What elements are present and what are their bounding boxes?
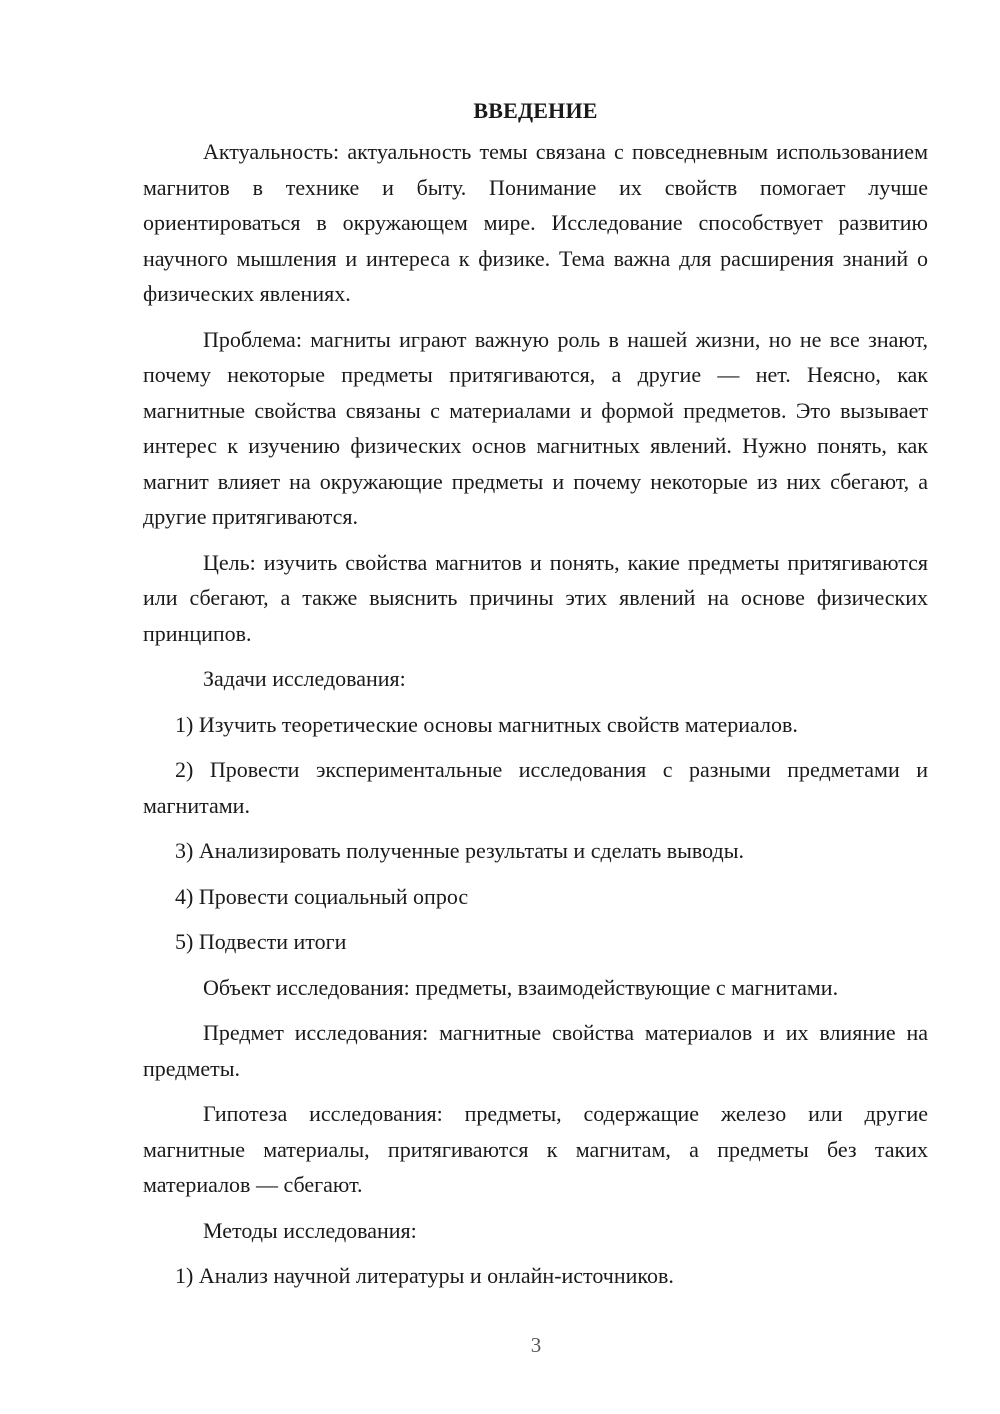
methods-heading: Методы исследования: <box>203 1217 417 1243</box>
relevance-paragraph: Актуальность: актуальность темы связана с повседневным использованием магнитов в технике и быту. Понимание их свойств помогает лучше ориентироваться в окружающем мире. Исследование способствует развитию научного мышления и интереса к физике. Тема важна для расширения знаний о физических явлениях. <box>143 139 928 306</box>
object-paragraph: Объект исследования: предметы, взаимодействующие с магнитами. <box>203 974 839 1000</box>
task-item-4: 4) Провести социальный опрос <box>175 883 469 909</box>
task-item-1: 1) Изучить теоретические основы магнитных свойств материалов. <box>175 711 798 737</box>
problem-paragraph: Проблема: магниты играют важную роль в нашей жизни, но не все знают, почему некоторые предметы притягиваются, а другие — нет. Неясно, как магнитные свойства связаны с материалами и формой предметов. Это вызывает интерес к изучению физических основ магнитных явлений. Нужно понять, как магнит влияет на окружающие предметы и почему некоторые из них сбегают, а другие притягиваются. <box>143 326 928 529</box>
task-item-3: 3) Анализировать полученные результаты и сделать выводы. <box>175 838 744 863</box>
hypothesis-paragraph: Гипотеза исследования: предметы, содержащие железо или другие магнитные материалы, притягиваются к магнитам, а предметы без таких материалов — сбегают. <box>143 1101 928 1197</box>
goal-paragraph: Цель: изучить свойства магнитов и понять, какие предметы притягиваются или сбегают, а также выяснить причины этих явлений на основе физических принципов. <box>143 549 928 646</box>
page-number: 3 <box>530 1333 542 1357</box>
document-page <box>143 96 928 1304</box>
method-item-1: 1) Анализ научной литературы и онлайн-источников. <box>175 1263 674 1288</box>
task-item-5: 5) Подвести итоги <box>175 929 347 954</box>
page-title: ВВЕДЕНИЕ <box>473 98 598 123</box>
subject-paragraph: Предмет исследования: магнитные свойства материалов и их влияние на предметы. <box>143 1020 928 1081</box>
task-item-2: 2) Провести экспериментальные исследования с разными предметами и магнитами. <box>143 757 928 818</box>
tasks-heading: Задачи исследования: <box>203 666 406 691</box>
